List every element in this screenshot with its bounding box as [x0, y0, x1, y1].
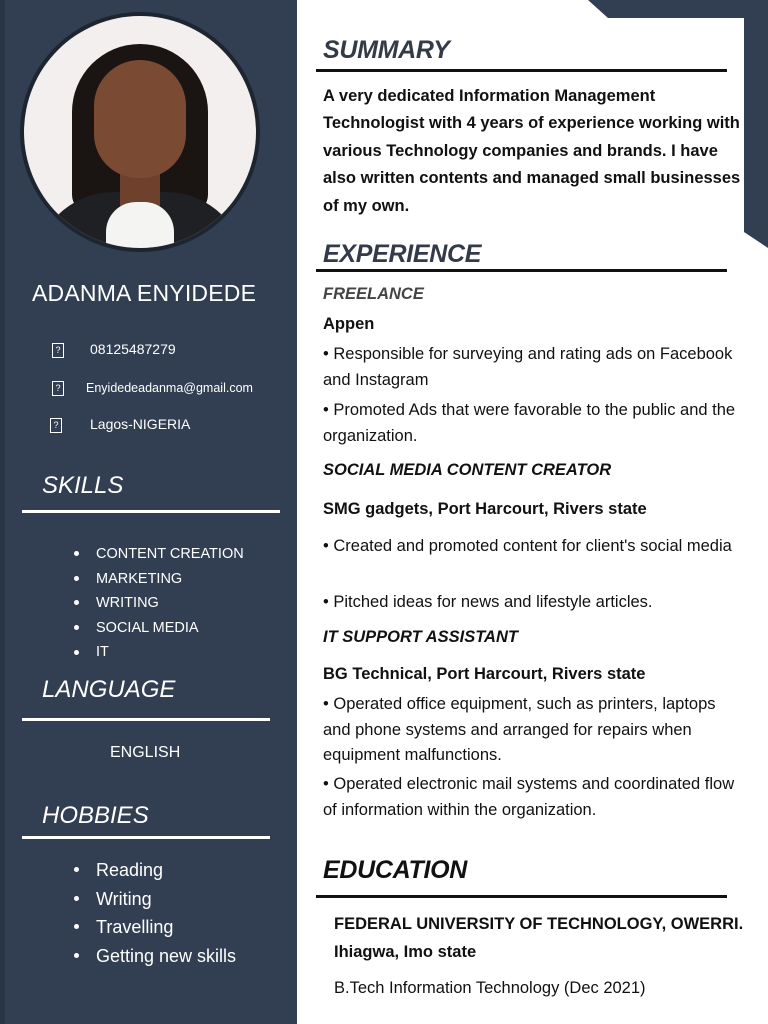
job-bullet: • Created and promoted content for client's social media	[323, 537, 732, 555]
hobby-item: Reading	[74, 856, 236, 885]
summary-heading: SUMMARY	[323, 36, 450, 64]
job-title: IT SUPPORT ASSISTANT	[323, 628, 518, 646]
language-value: ENGLISH	[110, 744, 181, 761]
job-org: BG Technical, Port Harcourt, Rivers state	[323, 665, 646, 683]
hobby-item: Writing	[74, 885, 236, 914]
phone-icon: ?	[52, 343, 64, 358]
contact-phone	[52, 341, 176, 358]
hobby-item: Travelling	[74, 913, 236, 942]
hobbies-heading: HOBBIES	[42, 802, 149, 829]
hobby-item: Getting new skills	[74, 942, 236, 971]
email-icon: ?	[52, 381, 64, 396]
language-rule	[22, 718, 270, 721]
hobbies-list	[74, 856, 236, 970]
job-bullet: • Operated electronic mail systems and coordinated flow of information within the organization.	[323, 775, 735, 819]
language-heading: LANGUAGE	[42, 676, 176, 703]
skill-item: IT	[74, 640, 244, 665]
job-title: FREELANCE	[323, 285, 424, 303]
profile-photo	[20, 12, 260, 252]
profile-name: ADANMA ENYIDEDE	[32, 280, 257, 306]
location-text: Lagos-NIGERIA	[90, 416, 191, 432]
sidebar-edge	[0, 0, 5, 1024]
summary-text: A very dedicated Information Management Technologist with 4 years of experience working with various Technology companies and brands. I have also written contents and managed small businesses of my own.	[323, 87, 741, 215]
education-location: Ihiagwa, Imo state	[334, 943, 477, 961]
job-bullet: • Operated office equipment, such as printers, laptops and phone systems and arranged for repairs when equipment malfunctions.	[323, 695, 716, 764]
skills-list	[74, 542, 244, 665]
skill-item: SOCIAL MEDIA	[74, 616, 244, 641]
job-org: Appen	[323, 315, 375, 333]
skills-rule	[22, 510, 280, 513]
skills-heading: SKILLS	[42, 472, 124, 499]
skill-item: WRITING	[74, 591, 244, 616]
job-org: SMG gadgets, Port Harcourt, Rivers state	[323, 500, 647, 518]
education-school: FEDERAL UNIVERSITY OF TECHNOLOGY, OWERRI.	[334, 915, 744, 933]
job-bullet: • Pitched ideas for news and lifestyle articles.	[323, 593, 653, 611]
email-text: Enyidedeadanma@gmail.com	[86, 381, 253, 395]
hobbies-rule	[22, 836, 270, 839]
job-bullet: • Responsible for surveying and rating ads on Facebook and Instagram	[323, 345, 733, 389]
education-heading: EDUCATION	[323, 856, 468, 884]
summary-rule	[316, 69, 727, 72]
education-degree: B.Tech Information Technology (Dec 2021)	[334, 979, 646, 997]
experience-rule	[316, 269, 727, 272]
skill-item: CONTENT CREATION	[74, 542, 244, 567]
contact-location	[50, 416, 190, 433]
job-bullet: • Promoted Ads that were favorable to the public and the organization.	[323, 401, 736, 445]
skill-item: MARKETING	[74, 567, 244, 592]
job-title: SOCIAL MEDIA CONTENT CREATOR	[323, 461, 612, 479]
education-rule	[316, 895, 727, 898]
phone-text: 08125487279	[90, 341, 176, 357]
location-icon: ?	[50, 418, 62, 433]
experience-heading: EXPERIENCE	[323, 240, 482, 268]
contact-email	[52, 381, 253, 396]
